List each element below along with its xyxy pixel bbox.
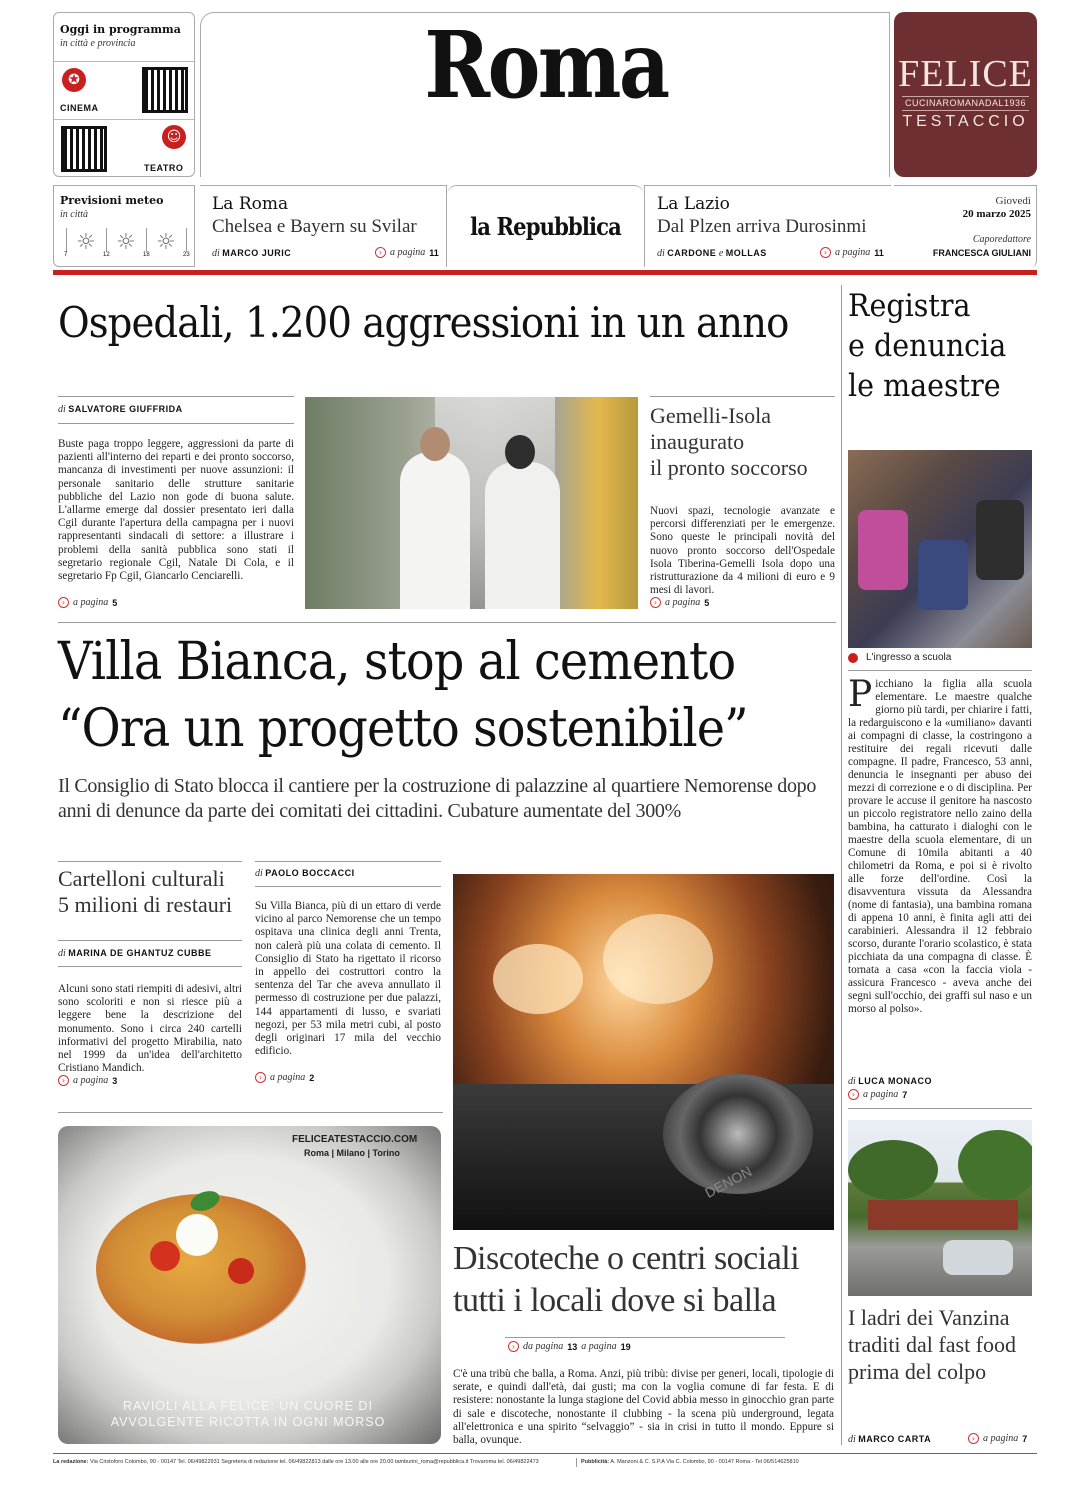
dropcap: P — [848, 674, 873, 715]
meteo-hour: 12 — [103, 252, 110, 258]
date-role: Caporedattore — [972, 234, 1031, 245]
cartelloni-byline: di MARINA DE GHANTUZ CUBBE — [58, 948, 212, 959]
meteo-box — [53, 185, 195, 267]
meteo-hour: 23 — [183, 252, 190, 258]
lead-body: Buste paga troppo leggere, aggressioni da parte di pazienti all'interno dei reparti e dei pronto soccorso, mancanza di investimenti per nuove assunzioni: il personale sanitario delle strutture sanitarie pubbliche del Lazio non gode di buona salute. L'allarme emerge dal dossier presentato ieri dalla Cgil durante l'apertura della campagna per i nuovi rappresentanti sindacali di settore: a illustrare i problemi della sanità pubblica sono stati il segretario regionale Cgil, Natale Di Cola, e il segretario Fp Cgil, Giancarlo Cenciarelli. — [58, 438, 294, 583]
cinema-label[interactable]: CINEMA — [60, 103, 99, 113]
ad-tagline: RAVIOLI ALLA FELICE: UN CUORE DI AVVOLGENTE RICOTTA IN OGNI MORSO — [110, 1399, 386, 1429]
cartelloni-ref[interactable]: › a pagina 3 — [58, 1075, 117, 1086]
school-photo — [848, 450, 1032, 648]
gemelli-ref[interactable]: › a pagina 5 — [650, 597, 709, 608]
teatro-label[interactable]: TEATRO — [144, 163, 184, 173]
meteo-title: Previsioni meteo — [60, 194, 164, 207]
programma-subtitle: in città e provincia — [60, 38, 136, 49]
masthead-frame — [200, 12, 890, 177]
vanzina-ref[interactable]: › a pagina 7 — [968, 1433, 1027, 1444]
sun-icon: ☼ — [156, 230, 176, 255]
vanzina-headline[interactable]: I ladri dei Vanzina traditi dal fast food prima del colpo — [848, 1305, 1017, 1384]
teatro-icon[interactable]: ☺ — [162, 125, 186, 149]
felice-ad-tag: CUCINAROMANADAL1936 — [904, 98, 1027, 108]
nav-left-headline: Chelsea e Bayern su Svilar — [212, 216, 417, 237]
arrow-right-icon: › — [58, 597, 69, 608]
footer-left: La redazione: Via Cristoforo Colombo, 90 - 00147 Tel. 06/49822931 Segreteria di redazione tel. 06/49822813 dalle ore 13.00 alle ore 20.00 tamburini_roma@repubblica.it Trovaroma tel. 06/49822473 — [53, 1459, 539, 1465]
location-icon — [848, 653, 858, 663]
repubblica-tab[interactable] — [447, 185, 644, 267]
villa-subhead: Il Consiglio di Stato blocca il cantiere per la costruzione di palazzine al quartiere Nemorense dopo anni di denunce da parte dei comitati dei cittadini. Cubature aumentate del 300% — [58, 775, 817, 822]
footer-right: Pubblicità: A. Manzoni & C. S.P.A Via C. Colombo, 90 - 00147 Roma - Tel 06/514625810 — [581, 1459, 799, 1465]
villa-body: Su Villa Bianca, più di un ettaro di verde vicino al parco Nemorense che un tempo ospitava una clinica degli anni Trenta, non calerà più una colata di cemento. Il Consiglio di Stato ha rigettato il ricorso in appello dei costruttori contro la sentenza del Tar che aveva annullato il permesso di costruzione per due palazzi, 144 appartamenti di lusso, e svariati negozi, per 53 mila metri cubi, al posto degli originari 17 mila del vecchio edificio. — [255, 900, 441, 1058]
date-day: Giovedì — [995, 195, 1031, 207]
date-date: 20 marzo 2025 — [962, 208, 1031, 220]
cartelloni-headline[interactable]: Cartelloni culturali 5 milioni di restauri — [58, 866, 233, 917]
maestre-body: Picchiano la figlia alla scuola elementare. Le maestre qualche giorno più tardi, per chiarire i fatti, la redarguiscono e la «umiliano» davanti ai compagni di classe, la costringono a restituire dei regali ricevuti dalle compagne. Il padre, Francesco, 53 anni, denuncia le insegnanti per abuso dei mezzi di correzione e o di disciplina. Per provare le accuse il genitore ha nascosto un piccolo registratore nello zaino della bambina, ha catturato i dialoghi con le maestre della scuola elementare, di un Comune di 10mila abitanti a 40 chilometri da Roma, e poi si è rivolto alle forze dell'ordine. Così la disavventura vissuta da Alessandra (nome di fantasia), una bambina romana di appena 10 anni, è finita agli atti dei carabinieri. Alessandra il 12 febbraio scorso, durante l'orario scolastico, è stata picchiata da una compagna di classe. È tornata a casa «con la faccia viola - assicura Francesco - aveva anche dei segni sull'occhio, dei graffi sul naso e un morso al polso». — [848, 674, 1032, 1015]
felice-ad-place: TESTACCIO — [902, 113, 1029, 130]
maestre-ref[interactable]: › a pagina 7 — [848, 1089, 907, 1100]
villa-ref[interactable]: › a pagina 2 — [255, 1072, 314, 1083]
ravioli-ad[interactable] — [58, 1126, 441, 1444]
sun-icon: ☼ — [76, 230, 96, 255]
nav-right-ref[interactable]: › a pagina 11 — [820, 247, 884, 258]
masthead-title: Roma — [424, 11, 668, 119]
nav-right-lazio[interactable] — [644, 185, 891, 267]
photo-brand: DENON — [702, 1163, 755, 1201]
cinema-icon[interactable]: ✪ — [62, 68, 86, 92]
arrow-right-icon: › — [968, 1433, 979, 1444]
red-rule — [53, 270, 1037, 275]
school-caption: L'ingresso a scuola — [848, 652, 951, 663]
felice-ad-name: FELICE — [898, 53, 1033, 95]
sun-icon: ☼ — [116, 230, 136, 255]
villa-headline-1[interactable]: Villa Bianca, stop al cemento — [58, 632, 736, 692]
felice-ad[interactable] — [894, 12, 1037, 177]
arrow-right-icon: › — [255, 1072, 266, 1083]
gemelli-body: Nuovi spazi, tecnologie avanzate e percorsi differenziati per le emergenze. Sono queste le principali novità del nuovo pronto soccorso dell'Ospedale Isola Tiberina-Gemelli Isola dopo una ristrutturazione da 4 milioni di euro e 9 mesi di lavori. — [650, 505, 835, 597]
arrow-right-icon: › — [848, 1089, 859, 1100]
programma-box — [53, 12, 195, 177]
teatro-qr-code[interactable] — [61, 126, 107, 172]
cartelloni-body: Alcuni sono stati riempiti di adesivi, altri sono scoloriti e non si riesce più a leggere bene la descrizione del monumento. Sono i circa 240 cartelli informativi del progetto Mirabilia, nato nel 1999 da un'idea dell'architetto Cristiano Mandich. — [58, 983, 242, 1075]
arrow-right-icon: › — [375, 247, 386, 258]
nav-left-roma[interactable] — [200, 185, 447, 267]
repubblica-logo: la Repubblica — [470, 212, 621, 241]
nav-right-headline: Dal Plzen arriva Durosinmi — [657, 216, 867, 237]
lead-byline: di SALVATORE GIUFFRIDA — [58, 404, 183, 415]
disco-headline[interactable]: Discoteche o centri sociali tutti i locali dove si balla — [453, 1240, 800, 1319]
ad-cities: Roma | Milano | Torino — [304, 1148, 400, 1158]
gemelli-headline[interactable]: Gemelli-Isola inaugurato il pronto soccorso — [650, 403, 808, 480]
nav-left-ref[interactable]: › a pagina 11 — [375, 247, 439, 258]
disco-ref[interactable]: › da pagina 13 a pagina 19 — [508, 1341, 631, 1352]
meteo-hour: 7 — [64, 252, 68, 258]
arrow-right-icon: › — [650, 597, 661, 608]
meteo-subtitle: in città — [60, 209, 89, 220]
mcdonalds-photo — [848, 1120, 1032, 1296]
nav-right-team: La Lazio — [657, 194, 730, 214]
lead-headline[interactable]: Ospedali, 1.200 aggressioni in un anno — [58, 298, 789, 347]
vanzina-byline: di MARCO CARTA — [848, 1434, 932, 1445]
villa-headline-2[interactable]: “Ora un progetto sostenibile” — [58, 699, 748, 759]
disco-body: C'è una tribù che balla, a Roma. Anzi, più tribù: divise per generi, locali, tipologie di serate, e quindi dall'età, dai gusti; ma con la voglia comune di far festa. E di resistere: nonostante la lunga stagione del Covid abbia messo in ginocchio gran parte di sale e discoteche, nonostante il clubbing - la scena più underground, legata all'elettronica e una spirito “selvaggio” - sia in crisi in tutto il mondo. Eppure si balla, ovunque. — [453, 1368, 834, 1447]
ad-url[interactable]: FELICEATESTACCIO.COM — [292, 1134, 418, 1145]
nav-left-byline: di MARCO JURIC — [212, 248, 292, 259]
date-editor: FRANCESCA GIULIANI — [932, 248, 1031, 258]
programma-title: Oggi in programma — [60, 23, 181, 36]
arrow-right-icon: › — [58, 1075, 69, 1086]
disco-photo — [453, 874, 834, 1230]
maestre-headline[interactable]: Registra e denuncia le maestre — [848, 288, 1007, 404]
cinema-qr-code[interactable] — [142, 67, 188, 113]
hospital-photo — [305, 397, 638, 609]
nav-left-team: La Roma — [212, 194, 289, 214]
villa-byline: di PAOLO BOCCACCI — [255, 868, 355, 879]
arrow-right-icon: › — [508, 1341, 519, 1352]
maestre-byline: di LUCA MONACO — [848, 1076, 932, 1087]
arrow-right-icon: › — [820, 247, 831, 258]
meteo-hour: 18 — [143, 252, 150, 258]
lead-ref[interactable]: › a pagina 5 — [58, 597, 117, 608]
date-box — [894, 185, 1037, 267]
nav-right-byline: di CARDONE e MOLLAS — [657, 248, 767, 259]
